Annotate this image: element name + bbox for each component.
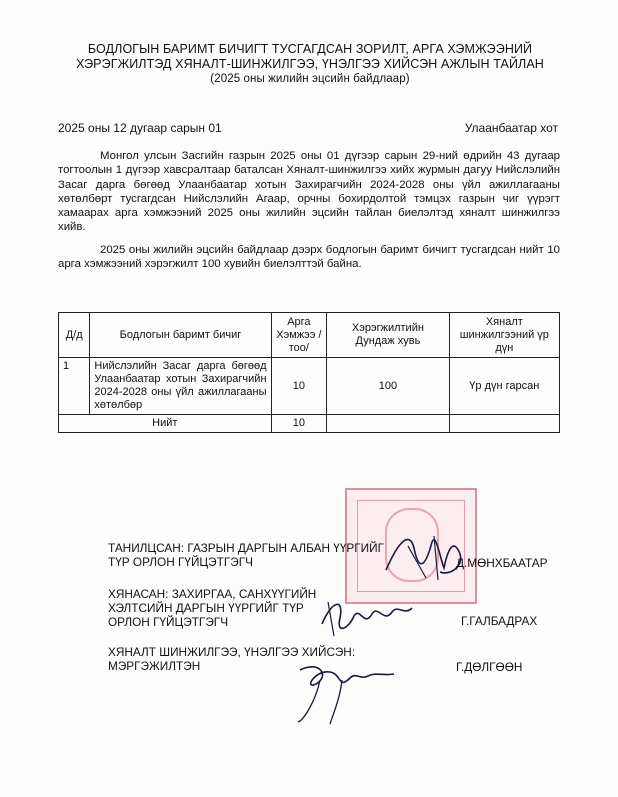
document-date: 2025 оны 12 дугаар сарын 01 [58,121,222,135]
signature-3-line-1: ХЯНАЛТ ШИНЖИЛГЭЭ, ҮНЭЛГЭЭ ХИЙСЭН: [108,645,356,659]
handwritten-signature-1 [380,528,470,588]
signature-2-line-3: ОРЛОН ГҮЙЦЭТГЭГЧ [108,615,229,629]
signature-3-line-2: МЭРГЭЖИЛТЭН [108,659,201,673]
header-doc: Бодлогын баримт бичиг [90,313,271,358]
date-line [58,121,558,135]
total-arga: 10 [271,415,327,433]
signature-1-line-2: ТҮР ОРЛОН ГҮЙЦЭТГЭГЧ [108,555,253,569]
document-title [40,42,580,87]
signature-block-2 [108,587,316,629]
header-avg: Хэрэгжилтийн Дундаж хувь [327,313,449,358]
title-line-1: БОДЛОГЫН БАРИМТ БИЧИГТ ТУСГАГДСАН ЗОРИЛТ, АРГА ХЭМЖЭЭНИЙ [87,42,533,56]
paragraph-intro: Монгол улсын Засгийн газрын 2025 оны 01 дүгээр сарын 29-ний өдрийн 43 дугаар тогтоолын 1 дүгээр хавсралтаар баталсан Хяналт-шинжилгээ хийх журмын дагуу Нийслэлийн Засаг дарга бөгөөд Улаанбаатар хотын Захирагчийн 2024-2028 оны үйл ажиллагааны хөтөлбөрт тусгагдсан Нийслэлийн Агаар, орчны бохирдолтой тэмцэх газрын чиг үүрэгт хамаарах арга хэмжээний 2025 оны жилийн эцсийн тайлан биелэлтэд хяналт шинжилгээ хийв. [58,150,560,234]
total-empty-avg [327,415,449,433]
signature-2-line-1: ХЯНАСАН: ЗАХИРГАА, САНХҮҮГИЙН [108,587,317,601]
total-label: Нийт [59,415,272,433]
table-row [59,358,560,415]
results-table [58,312,560,433]
signature-block-1 [108,541,384,569]
title-line-3: (2025 оны жилийн эцсийн байдлаар) [210,73,410,85]
table-total-row [59,415,560,433]
cell-doc: Нийслэлийн Засаг дарга бөгөөд Улаанбаатар хотын Захирагчийн 2024-2028 оны үйл ажиллагааны хөтөлбөр [90,358,271,415]
cell-num: 1 [59,358,90,415]
header-arga: Арга Хэмжээ /тоо/ [271,313,327,358]
cell-result: Үр дүн гарсан [449,358,559,415]
table-header-row [59,313,560,358]
signature-1-name: Д.МӨНХБААТАР [456,556,548,570]
signature-3-name: Г.ДӨЛГӨӨН [456,660,523,674]
cell-arga: 10 [271,358,327,415]
handwritten-signature-2 [318,594,418,642]
signature-1-line-1: ТАНИЛЦСАН: ГАЗРЫН ДАРГЫН АЛБАН ҮҮРГИЙГ [108,541,385,555]
signature-2-line-2: ХЭЛТСИЙН ДАРГЫН ҮҮРГИЙГ ТҮР [108,601,304,615]
handwritten-signature-3 [290,650,410,728]
cell-avg: 100 [327,358,449,415]
header-num: Д/д [59,313,90,358]
header-result: Хяналт шинжилгээний үр дүн [449,313,559,358]
document-place: Улаанбаатар хот [464,121,558,135]
signature-2-name: Г.ГАЛБАДРАХ [461,614,538,628]
title-line-2: ХЭРЭГЖИЛТЭД ХЯНАЛТ-ШИНЖИЛГЭЭ, ҮНЭЛГЭЭ ХИЙСЭН АЖЛЫН ТАЙЛАН [76,57,544,71]
paragraph-summary: 2025 оны жилийн эцсийн байдлаар дээрх бодлогын баримт бичигт тусгагдсан нийт 10 арга хэмжээний хэрэгжилт 100 хувийн биелэлттэй байна. [58,244,560,271]
total-empty-result [449,415,559,433]
